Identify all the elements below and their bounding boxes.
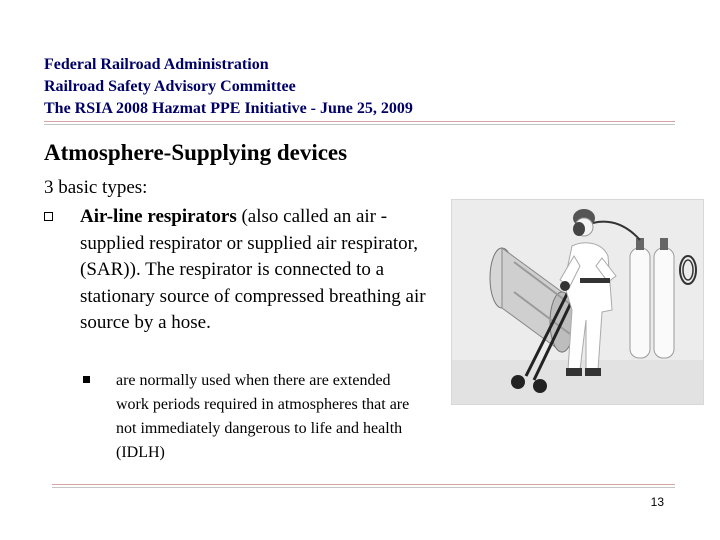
page-number: 13: [650, 495, 664, 509]
worker-with-air-line-respirator-photo: [451, 199, 704, 405]
header-line-agency: Federal Railroad Administration: [44, 56, 269, 73]
footer-accent-divider: [52, 484, 675, 485]
bullet-term: Air-line respirators: [80, 206, 237, 227]
header-line-initiative: The RSIA 2008 Hazmat PPE Initiative - June 25, 2009: [44, 100, 413, 117]
slide-title: Atmosphere-Supplying devices: [44, 140, 348, 165]
hollow-square-bullet-icon: [44, 212, 53, 221]
sub-bullet-text: are normally used when there are extended work periods required in atmospheres that are not immediately dangerous to life and health (IDLH): [116, 372, 410, 461]
respirator-illustration: [452, 200, 704, 405]
header-divider: [44, 124, 675, 125]
bullet-text: [80, 204, 444, 337]
header-accent-divider: [44, 121, 675, 122]
slide-header: [44, 54, 413, 120]
intro-text: 3 basic types:: [44, 177, 148, 198]
sub-bullet-usage: [80, 369, 420, 465]
bullet-air-line-respirators: [44, 204, 444, 337]
footer-divider: [52, 487, 675, 488]
filled-square-bullet-icon: [83, 376, 90, 383]
header-line-committee: Railroad Safety Advisory Committee: [44, 78, 296, 95]
bullet-description: (also called an air -supplied respirator or supplied air respirator, (SAR)). The respirator is connected to a stationary source of compressed breathing air source by a hose.: [80, 206, 426, 333]
